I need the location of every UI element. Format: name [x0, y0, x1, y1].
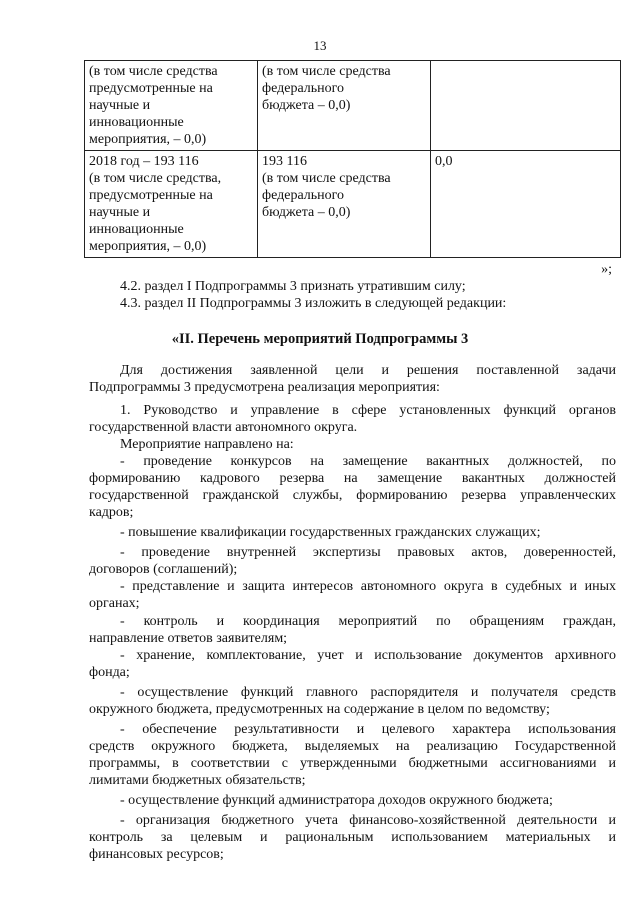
paragraph-line: Мероприятие направлено на:: [120, 437, 294, 452]
page-number: 13: [313, 38, 327, 53]
paragraph-line: - организация бюджетного учета финансово-хозяйственной деятельности и: [120, 813, 616, 828]
cell-line: инновационные: [89, 222, 184, 237]
paragraph-line: - осуществление функций главного распорядителя и получателя средств: [120, 685, 616, 700]
paragraph-line: кадров;: [89, 505, 134, 520]
paragraph-line: договоров (соглашений);: [89, 562, 238, 577]
table-cell: [431, 151, 621, 258]
paragraph-line: - проведение конкурсов на замещение вакантных должностей, по: [120, 454, 616, 469]
table-row: [85, 151, 621, 258]
paragraph-line: - контроль и координация мероприятий по обращениям граждан,: [120, 614, 616, 629]
paragraph-line: - повышение квалификации государственных гражданских служащих;: [120, 525, 541, 540]
cell-line: предусмотренные на: [89, 81, 213, 96]
cell-line: (в том числе средства,: [89, 171, 222, 186]
paragraph-line: государственной власти автономного округа.: [89, 420, 358, 435]
paragraph-line: Для достижения заявленной цели и решения поставленной задачи: [120, 363, 616, 378]
paragraph-line: формированию кадрового резерва на замещение вакантных должностей: [89, 471, 616, 486]
paragraph-4-3: 4.3. раздел II Подпрограммы 3 изложить в следующей редакции:: [120, 296, 507, 311]
cell-line: бюджета – 0,0): [262, 98, 351, 113]
table-cell: [258, 61, 431, 151]
paragraph-line: финансовых ресурсов;: [89, 847, 224, 862]
budget-table: [84, 60, 621, 258]
paragraph-line: фонда;: [89, 665, 130, 680]
cell-line: (в том числе средства: [262, 64, 391, 79]
paragraph-line: - хранение, комплектование, учет и использование документов архивного: [120, 648, 616, 663]
paragraph-line: 1. Руководство и управление в сфере установленных функций органов: [120, 403, 616, 418]
cell-line: 0,0: [435, 154, 453, 169]
cell-line: 193 116: [262, 154, 307, 169]
paragraph-line: направление ответов заявителям;: [89, 631, 288, 646]
table-cell: [85, 151, 258, 258]
cell-line: федерального: [262, 81, 345, 96]
cell-line: мероприятия, – 0,0): [89, 239, 207, 254]
paragraph-line: окружного бюджета, предусмотренных на содержание в целом по ведомству;: [89, 702, 550, 717]
paragraph-line: - осуществление функций администратора доходов окружного бюджета;: [120, 793, 553, 808]
cell-line: предусмотренные на: [89, 188, 213, 203]
closing-quote: »;: [601, 262, 612, 277]
paragraph-line: контроль за целевым и рациональным использованием материальных и: [89, 830, 616, 845]
cell-line: федерального: [262, 188, 345, 203]
paragraph-line: - представление и защита интересов автономного округа в судебных и иных: [120, 579, 616, 594]
cell-line: научные и: [89, 98, 151, 113]
cell-line: 2018 год – 193 116: [89, 154, 199, 169]
paragraph-line: - проведение внутренней экспертизы правовых актов, доверенностей,: [120, 545, 616, 560]
paragraph-line: средств окружного бюджета, выделяемых на реализацию Государственной: [89, 739, 616, 754]
cell-line: (в том числе средства: [262, 171, 391, 186]
cell-line: бюджета – 0,0): [262, 205, 351, 220]
section-heading: «II. Перечень мероприятий Подпрограммы 3: [171, 331, 469, 347]
table-row: [85, 61, 621, 151]
paragraph-line: Подпрограммы 3 предусмотрена реализация мероприятия:: [89, 380, 440, 395]
table-cell: [431, 61, 621, 151]
paragraph-line: - обеспечение результативности и целевого характера использования: [120, 722, 616, 737]
paragraph-line: органах;: [89, 596, 140, 611]
cell-line: инновационные: [89, 115, 184, 130]
paragraph-line: программы, в соответствии с утвержденными бюджетными ассигнованиями и: [89, 756, 616, 771]
table-cell: [85, 61, 258, 151]
paragraph-4-2: 4.2. раздел I Подпрограммы 3 признать утратившим силу;: [120, 279, 466, 294]
paragraph-line: государственной гражданской службы, формированию резерва управленческих: [89, 488, 616, 503]
paragraph-line: лимитами бюджетных обязательств;: [89, 773, 306, 788]
cell-line: мероприятия, – 0,0): [89, 132, 207, 147]
cell-line: (в том числе средства: [89, 64, 218, 79]
cell-line: научные и: [89, 205, 151, 220]
table-cell: [258, 151, 431, 258]
